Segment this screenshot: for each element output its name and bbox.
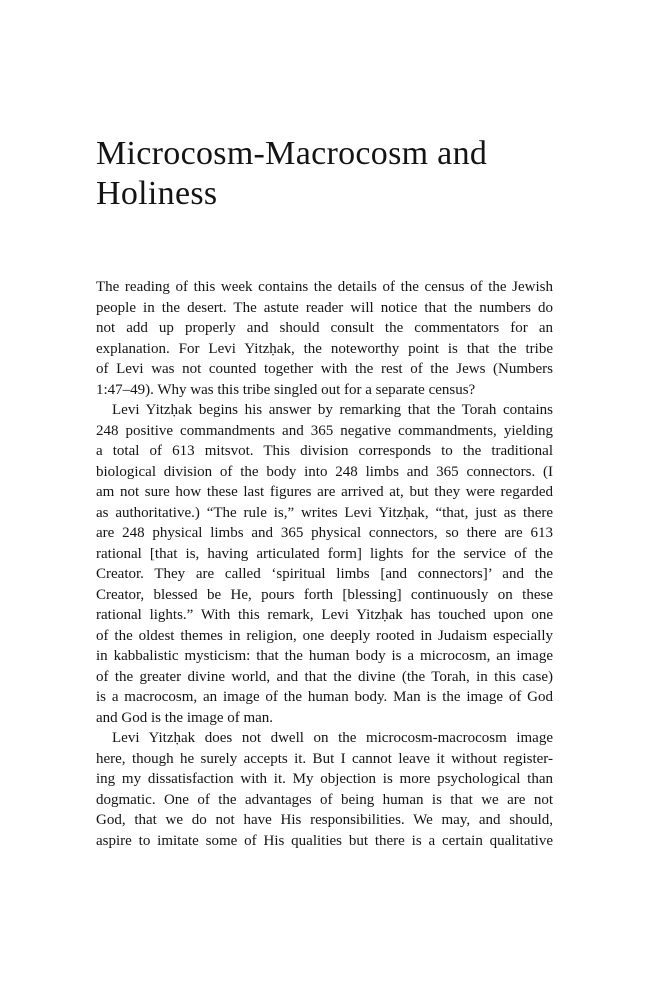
paragraph bbox=[96, 400, 553, 728]
text-line: and God is the image of man. bbox=[96, 709, 274, 726]
chapter-title-line: Microcosm-Macrocosm and bbox=[96, 135, 488, 172]
text-line: of the greater divine world, and that the divine (the Torah, in this case) bbox=[96, 668, 553, 685]
text-line: Creator, blessed be He, pours forth [blessing] continuously on these bbox=[96, 586, 553, 603]
text-line: ing my dissatisfaction with it. My objection is more psychological than bbox=[96, 771, 553, 787]
text-line: 1:47–49). Why was this tribe singled out for a separate census? bbox=[96, 381, 476, 398]
text-line: in kabbalistic mysticism: that the human body is a microcosm, an image bbox=[96, 648, 553, 664]
text-line: people in the desert. The astute reader will notice that the numbers do bbox=[96, 299, 553, 316]
text-line: Creator. They are called ‘spiritual limbs [and connectors]’ and the bbox=[96, 566, 553, 582]
text-line: here, though he surely accepts it. But I cannot leave it without register- bbox=[96, 750, 553, 767]
text-line: 248 positive commandments and 365 negative commandments, yielding bbox=[96, 422, 553, 439]
text-line: aspire to imitate some of His qualities but there is a certain qualitative bbox=[96, 832, 553, 849]
text-line: rational lights.” With this remark, Levi Yitzḥak has touched upon one bbox=[96, 607, 553, 623]
body-text bbox=[96, 277, 553, 851]
text-line: of the oldest themes in religion, one deeply rooted in Judaism especially bbox=[96, 627, 553, 644]
chapter-title-line: Holiness bbox=[96, 175, 218, 212]
text-line: of Levi was not counted together with the rest of the Jews (Numbers bbox=[96, 361, 553, 377]
text-line: Levi Yitzḥak does not dwell on the microcosm-macrocosm image bbox=[112, 730, 553, 746]
text-line: biological division of the body into 248 limbs and 365 connectors. (I bbox=[96, 463, 553, 480]
text-line: Levi Yitzḥak begins his answer by remarking that the Torah contains bbox=[112, 402, 553, 418]
paragraph bbox=[96, 728, 553, 851]
text-line: not add up properly and should consult the commentators for an bbox=[96, 320, 553, 336]
paragraph bbox=[96, 277, 553, 400]
text-line: rational [that is, having articulated form] lights for the service of the bbox=[96, 545, 553, 562]
text-line: am not sure how these last figures are arrived at, but they were regarded bbox=[96, 484, 553, 500]
text-line: as authoritative.) “The rule is,” writes Levi Yitzḥak, “that, just as there bbox=[96, 504, 553, 521]
text-line: are 248 physical limbs and 365 physical connectors, so there are 613 bbox=[96, 525, 553, 541]
text-line: is a macrocosm, an image of the human body. Man is the image of God bbox=[96, 689, 553, 705]
text-line: God, that we do not have His responsibilities. We may, and should, bbox=[96, 812, 553, 828]
text-line: dogmatic. One of the advantages of being human is that we are not bbox=[96, 791, 553, 808]
text-line: The reading of this week contains the details of the census of the Jewish bbox=[96, 279, 553, 295]
text-line: explanation. For Levi Yitzḥak, the noteworthy point is that the tribe bbox=[96, 340, 553, 357]
chapter-title bbox=[96, 134, 556, 214]
text-line: a total of 613 mitsvot. This division corresponds to the traditional bbox=[96, 443, 553, 459]
